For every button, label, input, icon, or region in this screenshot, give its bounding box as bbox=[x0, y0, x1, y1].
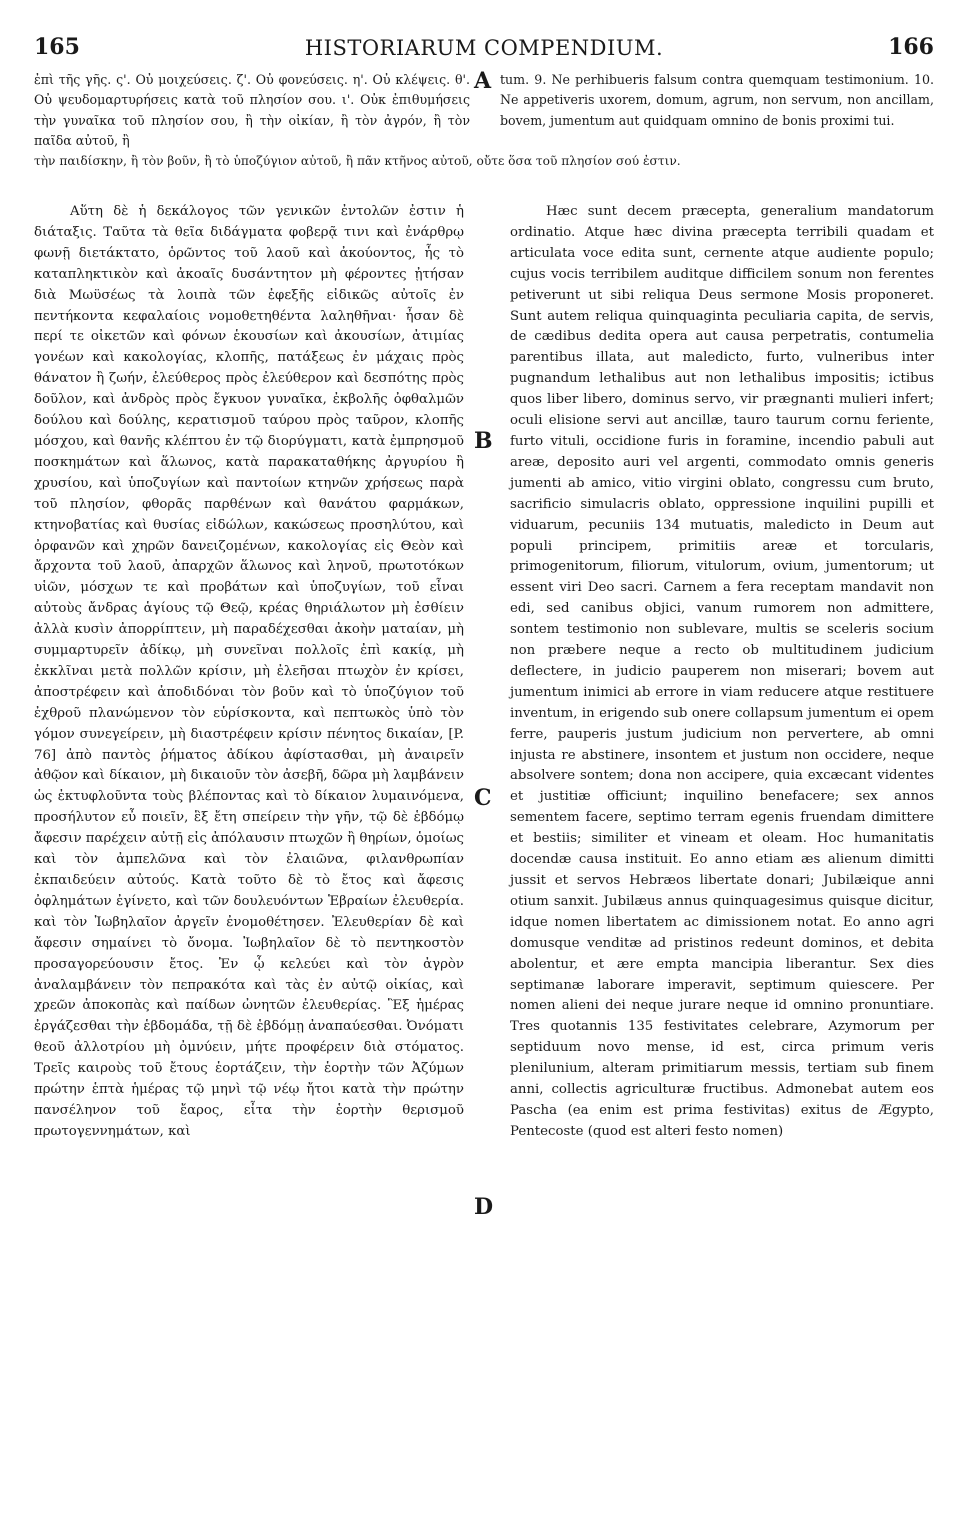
latin-paragraph: Hæc sunt decem præcepta, generalium mandatorum ordinatio. Atque hæc divina præcepta terribili quadam et articulata voce edita sunt, cernente atque audiente populo; cujus vocis terribilem auditque difficilem sonum non ferentes petiverunt ut sibi reliqua Deus sermone Mosis proponeret. Sunt autem reliqua quinquaginta peculiaria capita, de servis, de cædibus dedita opera aut causa perpetratis, contumelia parentibus illata, aut maledicto, furto, vulneribus inter pugnandum lethalibus aut non lethalibus impositis; ictibus quos liber libero, dominus servo, vir prægnanti mulieri infert; oculi elisione servi aut ancillæ, tauro taurum cornu feriente, furto vituli, occidione furis in foramine, incendio pabuli aut areæ, deposito auri vel argenti, commodato omnis generis jumenti ab amico, vitio virgini oblato, congressu cum bruto, sacrificio simulacris oblato, oppressione inquilini pupilli et viduarum, pecuniis 134 mutuatis, maledicto in Deum aut populi principem, primitiis areæ et torcularis, primogenitorum, filiorum, vitulorum, ovium, jumentorum; ut essent viri Deo sacri. Carnem a fera receptam mandavit non edi, sed canibus objici, vanum rumorem non admittere, sontem testimonio non sublevare, multis se sceleris socium non præbere neque a recto ob multitudinem judicium deflectere, in judicio pauperem non miserari; bovem aut jumentum inimici ab errore in viam reducere atque restituere inventum, in erigendo sub onere collapsum jumentum ei opem ferre, pauperis justum judicium non pervertere, ab omni injusta re abstinere, insontem et justum non occidere, neque absolvere sontem; dona non accipere, quia excæcant videntes et justitiæ officiunt; inquilino benefacere; sex annos sementem facere, septimo terram egenis fruendam dimittere et bestiis; similiter et vineam et oleam. Hoc humanitatis docendæ causa instituit. Eo anno etiam æs alienum dimitti jussit et servos Hebræos libertate donari; Jubilæique anni otium sanxit. Jubilæus annus quinquagesimus quisque dicitur, idque nomen libertatem ac dimissionem notat. Eo anno agri domusque venditæ ad pristinos redeunt dominos, et debita abolentur, et ære empta mancipia liberantur. Sex dies septimanæ laborare imperavit, septimum quiescere. Per nomen alieni dei neque jurare neque id omnino pronuntiare. Tres quotannis 135 festivitates celebrare, Azymorum per septiduum novo mense, id est, circa primum veris plenilunium, alteram primitiarum messis, tertiam sub finem anni, collectis agriculturæ fructibus. Admonebat autem eos Pascha (ea enim est prima festivitas) exitus de Ægypto, Pentecoste (quod est alteri festo nomen) bbox=[510, 204, 934, 1139]
running-title: HISTORIARUM COMPENDIUM. bbox=[304, 36, 664, 60]
intro-greek-text: ἐπὶ τῆς γῆς. ς'. Οὐ μοιχεύσεις. ζ'. Οὐ φονεύσεις. η'. Οὐ κλέψεις. θ'. Οὐ ψευδομαρτυρήσεις κατὰ τοῦ πλησίον σου. ι'. Οὐκ ἐπιθυμήσεις τὴν γυναῖκα τοῦ πλησίον σου, ἢ τὴν οἰκίαν, ἢ τὸν ἀγρόν, ἢ τὸν παῖδα αὐτοῦ, ἢ bbox=[34, 72, 470, 149]
margin-marker-d: D bbox=[474, 1194, 494, 1220]
intro-block bbox=[34, 70, 934, 190]
greek-paragraph: Αὕτη δὲ ἡ δεκάλογος τῶν γενικῶν ἐντολῶν ἐστιν ἡ διάταξις. Ταῦτα τὰ θεῖα διδάγματα φοβερᾷ τινι καὶ ἐνάρθρῳ φωνῇ διετάκτατο, ὁρῶντος τοῦ λαοῦ καὶ ἀκούοντος, ἧς τὸ καταπληκτικὸν καὶ ἀκοαῖς δυσάντητον μὴ φέροντες ᾐτήσαν διὰ Μωϋσέως τὰ λοιπὰ τῶν ἐφεξῆς εἰδικῶς αὐτοῖς ἐν πεντήκοντα κεφαλαίοις νομοθετηθέντα λαληθῆναι· ἦσαν δὲ περί τε οἰκετῶν καὶ φόνων ἑκουσίων καὶ ἀκουσίων, ἀτιμίας γονέων καὶ κακολογίας, κλοπῆς, πατάξεως ἐν μάχαις πρὸς θάνατον ἢ ζωήν, ἐλεύθερος πρὸς ἐλεύθερον καὶ δεσπότης πρὸς δοῦλον, καὶ ἀνδρὸς πρὸς ἔγκυον γυναῖκα, ἐκβολῆς ὀφθαλμῶν δούλου καὶ δούλης, κερατισμοῦ ταύρου πρὸς ταῦρον, κλοπῆς μόσχου, καὶ θανῆς κλέπτου ἐν τῷ διορύγματι, κατὰ ἐμπρησμοῦ ποσκημάτων καὶ ἅλωνος, κατὰ παρακαταθήκης ἀργυρίου ἢ χρυσίου, καὶ ὑποζυγίων καὶ παντοίων κτηνῶν χρήσεως παρὰ τοῦ πλησίον, φθορᾶς παρθένων καὶ θανάτου φαρμάκων, κτηνοβατίας καὶ θυσίας εἰδώλων, κακώσεως προσηλύτου, καὶ ὀρφανῶν καὶ χηρῶν δανειζομένων, κακολογίας εἰς Θεὸν καὶ ἄρχοντα τοῦ λαοῦ, ἀπαρχῶν ἅλωνος καὶ ληνοῦ, πρωτοτόκων υἱῶν, μόσχων τε καὶ προβάτων καὶ ὑποζυγίων, τοῦ εἶναι αὐτοὺς ἄνδρας ἁγίους τῷ Θεῷ, κρέας θηριάλωτον μὴ ἐσθίειν ἀλλὰ κυσὶν ἀπορρίπτειν, μὴ παραδέχεσθαι ἀκοὴν ματαίαν, μὴ συμμαρτυρεῖν ἀδίκῳ, μὴ συνεῖναι πολλοῖς ἐπὶ κακίᾳ, μὴ ἐκκλῖναι μετὰ πολλῶν κρίσιν, μὴ ἐλεῆσαι πτωχὸν ἐν κρίσει, ἀποστρέφειν καὶ ἀποδιδόναι τὸν βοῦν καὶ τὸ ὑποζύγιον τοῦ ἐχθροῦ πλανώμενον τὸν εὑρίσκοντα, καὶ πεπτωκὸς ὑπὸ τὸν γόμον συνεγείρειν, μὴ διαστρέφειν κρίσιν πένητος δικαίαν, [P. 76] ἀπὸ παντὸς ῥήματος ἀδίκου ἀφίστασθαι, μὴ ἀναιρεῖν ἀθῷον καὶ δίκαιον, μὴ δικαιοῦν τὸν ἀσεβῆ, δῶρα μὴ λαμβάνειν ὡς ἐκτυφλοῦντα τοὺς βλέποντας καὶ τὸ δίκαιον λυμαινόμενα, προσήλυτον εὖ ποιεῖν, ἓξ ἔτη σπείρειν τὴν γῆν, τῷ δὲ ἑβδόμῳ ἄφεσιν παρέχειν αὐτῇ εἰς ἀπόλαυσιν πτωχῶν ἢ θηρίων, ὁμοίως καὶ τὸν ἀμπελῶνα καὶ τὸν ἐλαιῶνα, φιλανθρωπίαν ἐκπαιδεύειν αὐτούς. Κατὰ τοῦτο δὲ τὸ ἔτος καὶ ἄφεσις ὀφλημάτων ἐγίνετο, καὶ τῶν δουλευόντων Ἑβραίων ἐλευθερία. καὶ τὸν Ἰωβηλαῖον ἀργεῖν ἐνομοθέτησεν. Ἐλευθερίαν δὲ καὶ ἄφεσιν σημαίνει τὸ ὄνομα. Ἰωβηλαῖον δὲ τὸ πεντηκοστὸν προσαγορεύουσιν ἔτος. Ἐν ᾧ κελεύει καὶ τὸν ἀγρὸν ἀναλαμβάνειν τὸν πεπρακότα καὶ τὰς ἐν αὐτῷ οἰκίας, καὶ χρεῶν ἀποκοπὰς καὶ παίδων ὠνητῶν ἐλευθερίας. Ἓξ ἡμέρας ἐργάζεσθαι τὴν ἑβδομάδα, τῇ δὲ ἑβδόμῃ ἀναπαύεσθαι. Ὀνόματι θεοῦ ἀλλοτρίου μὴ ὀμνύειν, μήτε προφέρειν διὰ στόματος. Τρεῖς καιροὺς τοῦ ἔτους ἑορτάζειν, τὴν ἑορτὴν τῶν Ἀζύμων πρώτην ἑπτὰ ἡμέρας τῷ μηνὶ τῷ νέῳ ἤτοι κατὰ τὴν πρώτην πανσέληνον τοῦ ἔαρος, εἶτα τὴν ἑορτὴν θερισμοῦ πρωτογεννημάτων, καὶ bbox=[34, 204, 464, 1139]
latin-column bbox=[510, 202, 934, 1143]
margin-marker-b: B bbox=[474, 428, 493, 454]
page-header bbox=[34, 34, 934, 62]
greek-column bbox=[34, 202, 464, 1143]
intro-latin-text: tum. 9. Ne perhibueris falsum contra quemquam testimonium. 10. Ne appetiveris uxorem, domum, agrum, non servum, non ancillam, bovem, jumentum aut quidquam omnino de bonis proximi tui. bbox=[500, 72, 934, 128]
margin-marker-a: A bbox=[474, 68, 492, 94]
left-page-number: 165 bbox=[34, 34, 80, 60]
right-page-number: 166 bbox=[888, 34, 934, 60]
margin-marker-c: C bbox=[474, 785, 492, 811]
intro-full-width-line: τὴν παιδίσκην, ἢ τὸν βοῦν, ἢ τὸ ὑποζύγιον αὐτοῦ, ἢ πᾶν κτῆνος αὐτοῦ, οὔτε ὅσα τοῦ πλησίον σού ἐστιν. bbox=[34, 154, 681, 168]
